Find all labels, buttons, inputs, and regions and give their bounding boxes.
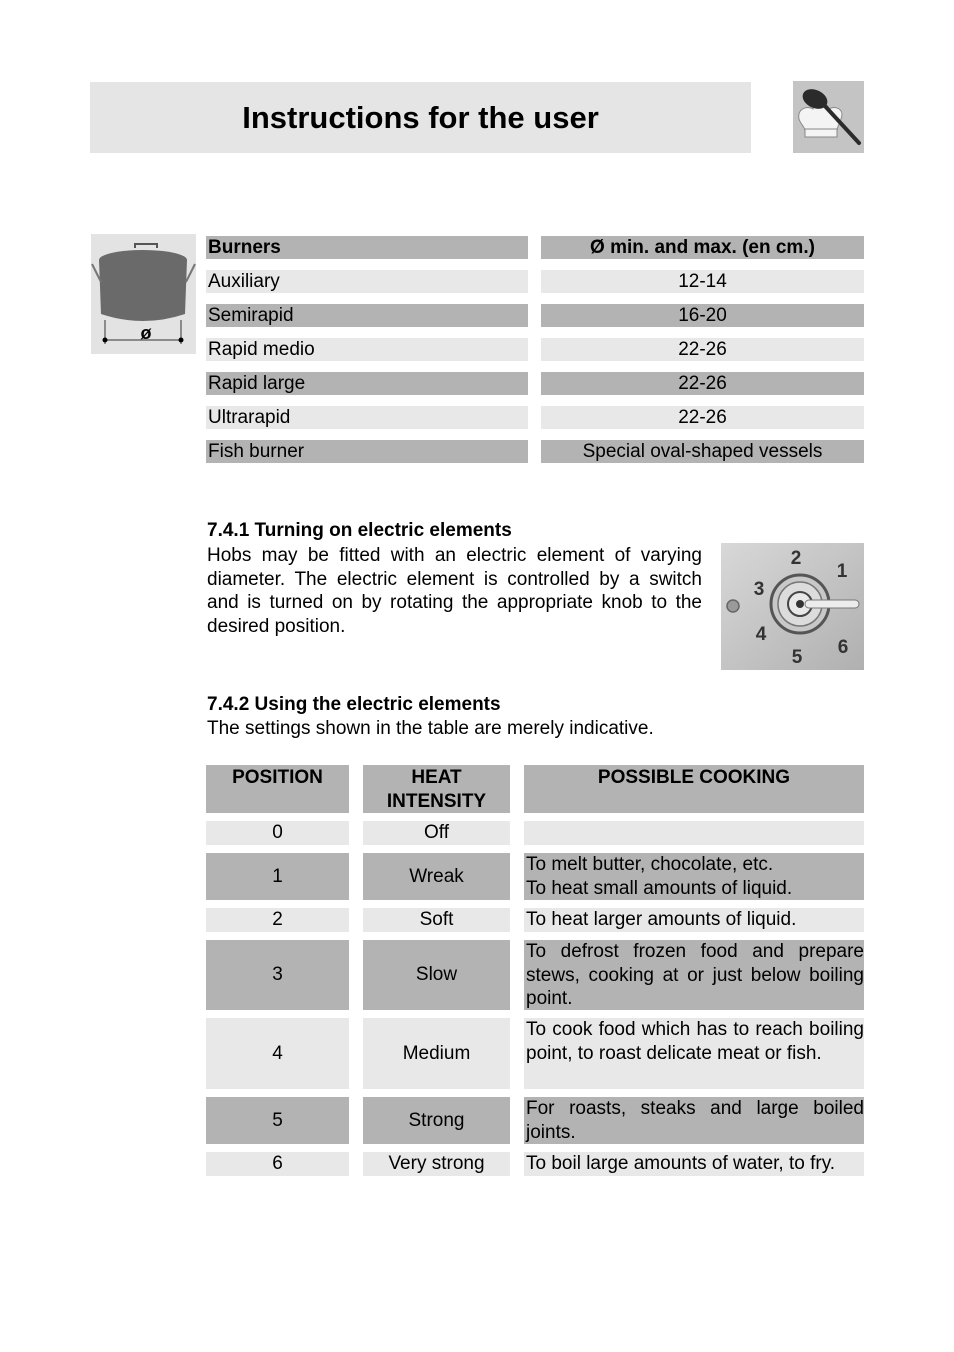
settings-position: 1 bbox=[206, 853, 349, 900]
control-knob-icon bbox=[721, 543, 864, 670]
settings-position: 2 bbox=[206, 908, 349, 932]
settings-cooking bbox=[524, 821, 864, 845]
section-body-742: The settings shown in the table are merely indicative. bbox=[207, 718, 654, 739]
burner-diameter: 22-26 bbox=[541, 338, 864, 361]
settings-intensity: Medium bbox=[363, 1018, 510, 1089]
settings-header-intensity: HEAT INTENSITY bbox=[363, 765, 510, 813]
chef-spoon-logo-icon bbox=[793, 81, 864, 153]
burner-diameter: 12-14 bbox=[541, 270, 864, 293]
settings-position: 3 bbox=[206, 940, 349, 1010]
settings-intensity: Off bbox=[363, 821, 510, 845]
settings-position: 0 bbox=[206, 821, 349, 845]
burners-header-name: Burners bbox=[206, 236, 528, 259]
burner-name: Auxiliary bbox=[206, 270, 528, 293]
burner-diameter: Special oval-shaped vessels bbox=[541, 440, 864, 463]
settings-cooking: To defrost frozen food and prepare stews, cooking at or just below boiling point. bbox=[526, 941, 864, 1009]
burner-name: Fish burner bbox=[206, 440, 528, 463]
knob-label-1: 1 bbox=[836, 561, 848, 582]
settings-cooking: To cook food which has to reach boiling point, to roast delicate meat or fish. bbox=[524, 1018, 864, 1089]
settings-header-position: POSITION bbox=[206, 765, 349, 813]
settings-intensity: Slow bbox=[363, 940, 510, 1010]
section-heading-742: 7.4.2 Using the electric elements bbox=[207, 694, 501, 715]
settings-intensity: Very strong bbox=[363, 1152, 510, 1176]
knob-label-3: 3 bbox=[753, 579, 765, 600]
knob-label-5: 5 bbox=[791, 647, 803, 668]
section-heading-741: 7.4.1 Turning on electric elements bbox=[207, 520, 512, 541]
pot-diameter-icon bbox=[91, 234, 196, 354]
knob-label-2: 2 bbox=[790, 548, 802, 569]
pot-diameter-label: ø bbox=[140, 323, 152, 343]
settings-cooking: For roasts, steaks and large boiled joints. bbox=[526, 1098, 864, 1143]
settings-intensity: Soft bbox=[363, 908, 510, 932]
settings-intensity: Strong bbox=[363, 1097, 510, 1144]
burner-name: Rapid medio bbox=[206, 338, 528, 361]
knob-label-4: 4 bbox=[755, 624, 767, 645]
section-body-741: Hobs may be fitted with an electric element of varying diameter. The electric element is controlled by a switch and is turned on by rotating the appropriate knob to the desired position. bbox=[207, 545, 702, 637]
burners-header-diameter: Ø min. and max. (en cm.) bbox=[541, 236, 864, 259]
burner-name: Semirapid bbox=[206, 304, 528, 327]
settings-cooking: To boil large amounts of water, to fry. bbox=[524, 1152, 864, 1176]
header-bar bbox=[90, 82, 751, 153]
settings-position: 5 bbox=[206, 1097, 349, 1144]
settings-cooking: To heat larger amounts of liquid. bbox=[524, 908, 864, 932]
page-title: Instructions for the user bbox=[242, 100, 599, 135]
settings-header-cooking: POSSIBLE COOKING bbox=[524, 765, 864, 813]
burner-diameter: 22-26 bbox=[541, 372, 864, 395]
knob-label-6: 6 bbox=[837, 637, 849, 658]
settings-cooking: To melt butter, chocolate, etc. To heat small amounts of liquid. bbox=[524, 853, 864, 900]
burner-name: Ultrarapid bbox=[206, 406, 528, 429]
settings-position: 4 bbox=[206, 1018, 349, 1089]
burner-name: Rapid large bbox=[206, 372, 528, 395]
settings-position: 6 bbox=[206, 1152, 349, 1176]
settings-intensity: Wreak bbox=[363, 853, 510, 900]
burner-diameter: 22-26 bbox=[541, 406, 864, 429]
burner-diameter: 16-20 bbox=[541, 304, 864, 327]
